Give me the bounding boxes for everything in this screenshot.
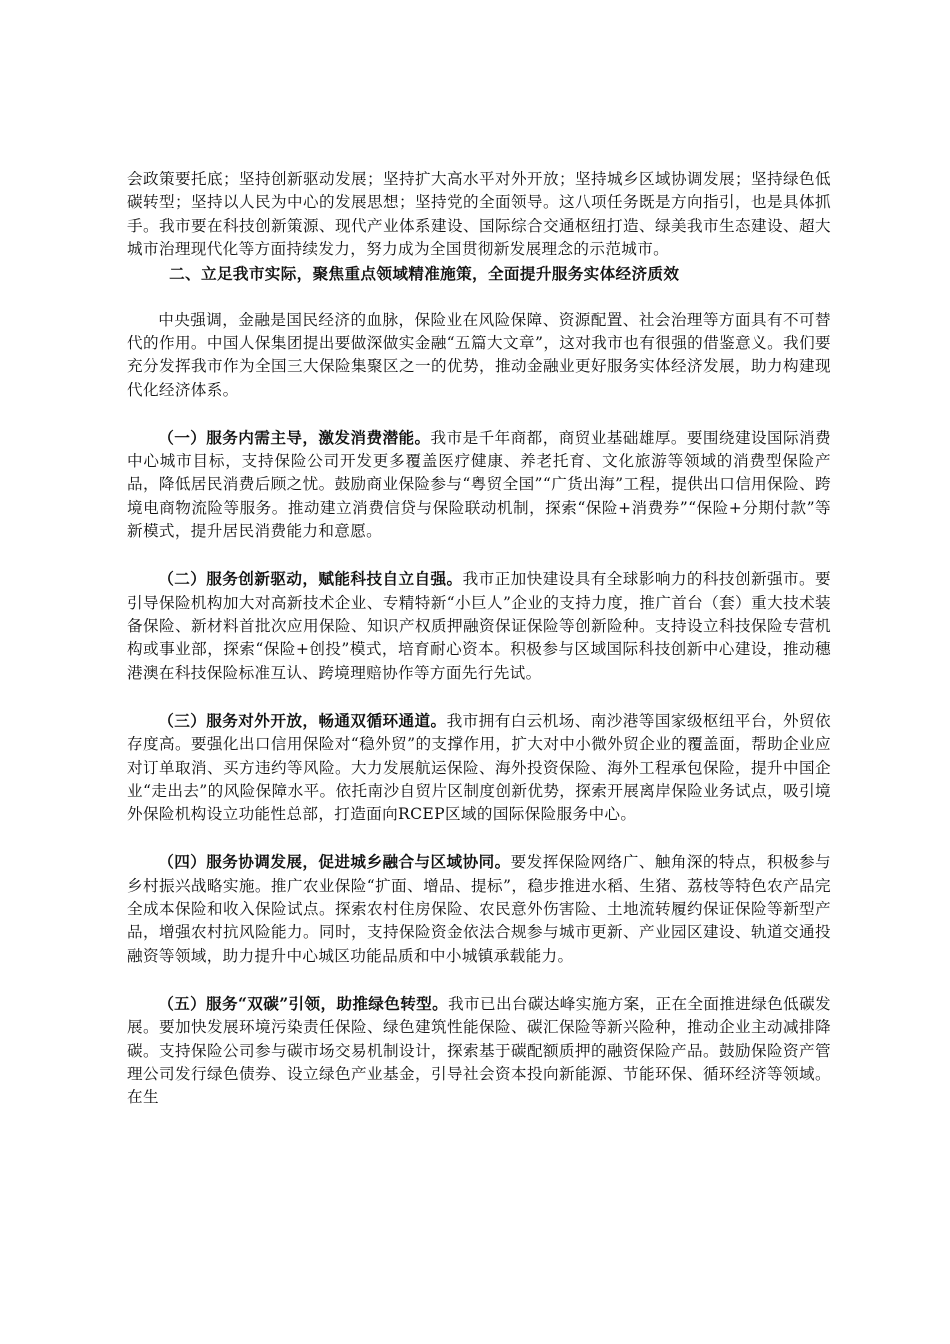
paragraph-item-1 — [127, 426, 831, 544]
item-2-lead: （二）服务创新驱动，赋能科技自立自强。 — [158, 569, 463, 589]
paragraph-item-5 — [127, 992, 831, 1110]
item-5-body: 我市已出台碳达峰实施方案，正在全面推进绿色低碳发展。要加快发展环境污染责任保险、绿色建筑性能保险、碳汇保险等新兴险种，推动企业主动减排降碳。支持保险公司参与碳市场交易机制设计，探索基于碳配额质押的融资保险产品。鼓励保险资产管理公司发行绿色债券、设立绿色产业基金，引导社会资本投向新能源、节能环保、循环经济等领域。在生 — [127, 994, 832, 1107]
item-5-lead: （五）服务“双碳”引领，助推绿色转型。 — [158, 993, 449, 1013]
paragraph-item-4 — [127, 850, 831, 968]
document-page — [127, 168, 831, 1110]
paragraph-continuation: 会政策要托底；坚持创新驱动发展；坚持扩大高水平对外开放；坚持城乡区域协调发展；坚持绿色低碳转型；坚持以人民为中心的发展思想；坚持党的全面领导。这八项任务既是方向指引，也是具体抓手。我市要在科技创新策源、现代产业体系建设、国际综合交通枢纽打造、绿美我市生态建设、超大城市治理现代化等方面持续发力，努力成为全国贯彻新发展理念的示范城市。 — [127, 170, 831, 259]
item-3-lead: （三）服务对外开放，畅通双循环通道。 — [158, 710, 447, 730]
section-heading: 二、立足我市实际，聚焦重点领域精准施策，全面提升服务实体经济质效 — [169, 263, 680, 283]
paragraph-item-2 — [127, 567, 831, 685]
item-3-body: 我市拥有白云机场、南沙港等国家级枢纽平台，外贸依存度高。要强化出口信用保险对“稳外贸”的支撑作用，扩大对中小微外贸企业的覆盖面，帮助企业应对订单取消、买方违约等风险。大力发展航运保险、海外投资保险、海外工程承包保险，提升中国企业“走出去”的风险保障水平。依托南沙自贸片区制度创新优势，探索开展离岸保险业务试点，吸引境外保险机构设立功能性总部，打造面向RCEP区域的国际保险服务中心。 — [127, 711, 831, 824]
item-1-lead: （一）服务内需主导，激发消费潜能。 — [158, 427, 431, 447]
item-4-lead: （四）服务协调发展，促进城乡融合与区域协同。 — [158, 852, 511, 872]
item-1-body: 我市是千年商都，商贸业基础雄厚。要围绕建设国际消费中心城市目标，支持保险公司开发更多覆盖医疗健康、养老托育、文化旅游等领域的消费型保险产品，降低居民消费后顾之忧。鼓励商业保险参与“粤贸全国”“广货出海”工程，提供出口信用保险、跨境电商物流险等服务。推动建立消费信贷与保险联动机制，探索“保险+消费券”“保险+分期付款”等新模式，提升居民消费能力和意愿。 — [127, 428, 831, 541]
paragraph-item-3 — [127, 709, 831, 827]
item-4-body: 要发挥保险网络广、触角深的特点，积极参与乡村振兴战略实施。推广农业保险“扩面、增品、提标”，稳步推进水稻、生猪、荔枝等特色农产品完全成本保险和收入保险试点。探索农村住房保险、农民意外伤害险、土地流转履约保证保险等新型产品，增强农村抗风险能力。同时，支持保险资金依法合规参与城市更新、产业园区建设、轨道交通投融资等领域，助力提升中心城区功能品质和中小城镇承载能力。 — [127, 853, 831, 965]
paragraph-intro: 中央强调，金融是国民经济的血脉，保险业在风险保障、资源配置、社会治理等方面具有不可替代的作用。中国人保集团提出要做深做实金融“五篇大文章”，这对我市也有很强的借鉴意义。我们要充分发挥我市作为全国三大保险集聚区之一的优势，推动金融业更好服务实体经济发展，助力构建现代化经济体系。 — [127, 310, 831, 399]
item-2-body: 我市正加快建设具有全球影响力的科技创新强市。要引导保险机构加大对高新技术企业、专精特新“小巨人”企业的支持力度，推广首台（套）重大技术装备保险、新材料首批次应用保险、知识产权质押融资保证保险等创新险种。支持设立科技保险专营机构或事业部，探索“保险+创投”模式，培育耐心资本。积极参与区域国际科技创新中心建设，推动穗港澳在科技保险标准互认、跨境理赔协作等方面先行先试。 — [127, 570, 831, 682]
